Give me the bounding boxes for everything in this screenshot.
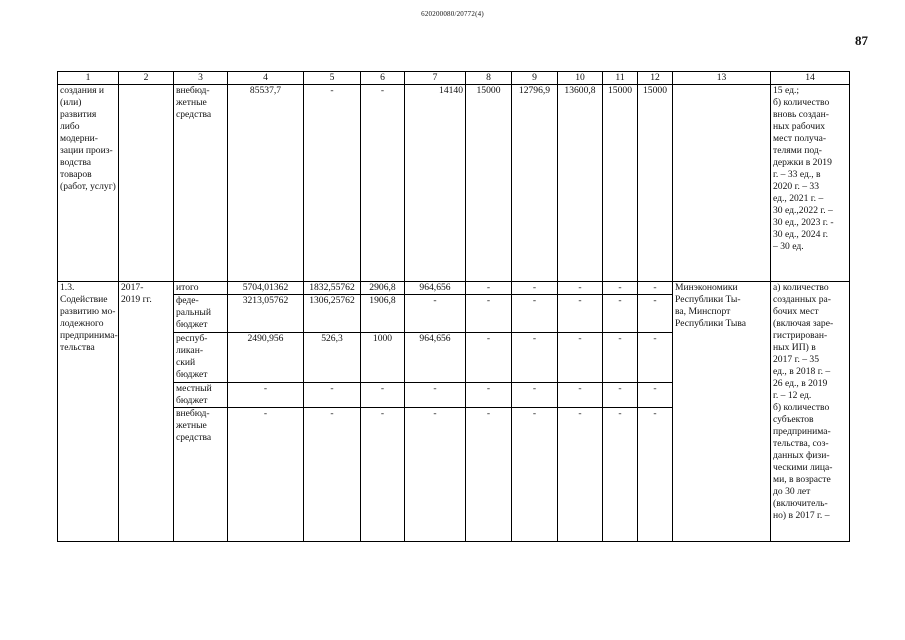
cell-value: - bbox=[512, 282, 558, 295]
cell-value: 12796,9 bbox=[512, 85, 558, 282]
cell-executor bbox=[673, 85, 771, 282]
cell-activity-name: 1.3. Содействие развитию мо- лодежного предпринима- тельства bbox=[58, 282, 119, 542]
cell-value: - bbox=[558, 383, 603, 408]
cell-value: - bbox=[558, 408, 603, 542]
cell-value: - bbox=[603, 282, 638, 295]
cell-value: - bbox=[304, 408, 361, 542]
column-number: 8 bbox=[466, 72, 512, 85]
cell-value: - bbox=[466, 295, 512, 333]
table-row bbox=[58, 282, 850, 295]
cell-value: - bbox=[466, 383, 512, 408]
cell-value: - bbox=[603, 408, 638, 542]
column-number-row bbox=[58, 72, 850, 85]
cell-total: - bbox=[228, 408, 304, 542]
column-number: 7 bbox=[405, 72, 466, 85]
cell-value: 13600,8 bbox=[558, 85, 603, 282]
column-number: 4 bbox=[228, 72, 304, 85]
column-number: 3 bbox=[174, 72, 228, 85]
cell-value: - bbox=[512, 333, 558, 383]
cell-total: 3213,05762 bbox=[228, 295, 304, 333]
column-number: 9 bbox=[512, 72, 558, 85]
cell-value: - bbox=[638, 295, 673, 333]
cell-value: - bbox=[603, 333, 638, 383]
column-number: 5 bbox=[304, 72, 361, 85]
cell-total: 2490,956 bbox=[228, 333, 304, 383]
cell-value: 526,3 bbox=[304, 333, 361, 383]
cell-value: - bbox=[558, 282, 603, 295]
column-number: 13 bbox=[673, 72, 771, 85]
cell-value: - bbox=[466, 333, 512, 383]
cell-period: 2017- 2019 гг. bbox=[119, 282, 174, 542]
cell-value: 14140 bbox=[405, 85, 466, 282]
cell-value: - bbox=[512, 295, 558, 333]
cell-executor: Минэкономики Республики Ты- ва, Минспорт Республики Тыва bbox=[673, 282, 771, 542]
cell-value: - bbox=[558, 333, 603, 383]
cell-value: 15000 bbox=[638, 85, 673, 282]
cell-value: - bbox=[304, 383, 361, 408]
cell-value: - bbox=[405, 295, 466, 333]
cell-value: 1000 bbox=[361, 333, 405, 383]
cell-source: феде- ральный бюджет bbox=[174, 295, 228, 333]
cell-value: - bbox=[466, 408, 512, 542]
cell-total: 85537,7 bbox=[228, 85, 304, 282]
cell-value: - bbox=[512, 383, 558, 408]
cell-source: респуб- ликан- ский бюджет bbox=[174, 333, 228, 383]
cell-value: 15000 bbox=[466, 85, 512, 282]
cell-value: - bbox=[638, 408, 673, 542]
cell-value: 2906,8 bbox=[361, 282, 405, 295]
column-number: 1 bbox=[58, 72, 119, 85]
cell-value: - bbox=[361, 383, 405, 408]
cell-value: - bbox=[304, 85, 361, 282]
cell-activity-name: создания и (или) развития либо модерни- зации произ- водства товаров (работ, услуг) bbox=[58, 85, 119, 282]
cell-value: - bbox=[603, 295, 638, 333]
cell-value: - bbox=[558, 295, 603, 333]
table-row-continuation bbox=[58, 85, 850, 282]
cell-value: - bbox=[405, 408, 466, 542]
cell-value: - bbox=[361, 85, 405, 282]
cell-value: - bbox=[638, 282, 673, 295]
column-number: 2 bbox=[119, 72, 174, 85]
column-number: 11 bbox=[603, 72, 638, 85]
column-number: 12 bbox=[638, 72, 673, 85]
column-number: 14 bbox=[771, 72, 850, 85]
cell-result: а) количество созданных ра- бочих мест (включая заре- гистрирован- ных ИП) в 2017 г. – 35 ед., в 2018 г. – 26 ед., в 2019 г. – 12 ед. б) количество субъектов предпринима- тельства, соз- данных физи- ческими лица- ми, в возрасте до 30 лет (включитель- но) в 2017 г. – bbox=[771, 282, 850, 542]
cell-period bbox=[119, 85, 174, 282]
cell-value: - bbox=[405, 383, 466, 408]
column-number: 6 bbox=[361, 72, 405, 85]
cell-value: 15000 bbox=[603, 85, 638, 282]
cell-value: - bbox=[603, 383, 638, 408]
budget-table bbox=[57, 71, 850, 542]
cell-value: - bbox=[512, 408, 558, 542]
cell-source: местный бюджет bbox=[174, 383, 228, 408]
column-number: 10 bbox=[558, 72, 603, 85]
cell-total: 5704,01362 bbox=[228, 282, 304, 295]
cell-source: внебюд- жетные средства bbox=[174, 408, 228, 542]
cell-value: 1906,8 bbox=[361, 295, 405, 333]
cell-value: - bbox=[361, 408, 405, 542]
page-number: 87 bbox=[855, 33, 868, 48]
cell-value: 964,656 bbox=[405, 333, 466, 383]
document-id: 620200080/20772(4) bbox=[421, 10, 484, 18]
cell-total: - bbox=[228, 383, 304, 408]
cell-source: итого bbox=[174, 282, 228, 295]
cell-value: 1306,25762 bbox=[304, 295, 361, 333]
cell-value: 964,656 bbox=[405, 282, 466, 295]
cell-value: - bbox=[638, 383, 673, 408]
cell-result: 15 ед.; б) количество вновь создан- ных рабочих мест получа- телями под- держки в 2019 г. – 33 ед., в 2020 г. – 33 ед., 2021 г. – 30 ед.,2022 г. – 30 ед., 2023 г. - 30 ед., 2024 г. – 30 ед. bbox=[771, 85, 850, 282]
cell-source: внебюд- жетные средства bbox=[174, 85, 228, 282]
cell-value: - bbox=[466, 282, 512, 295]
cell-value: 1832,55762 bbox=[304, 282, 361, 295]
cell-value: - bbox=[638, 333, 673, 383]
